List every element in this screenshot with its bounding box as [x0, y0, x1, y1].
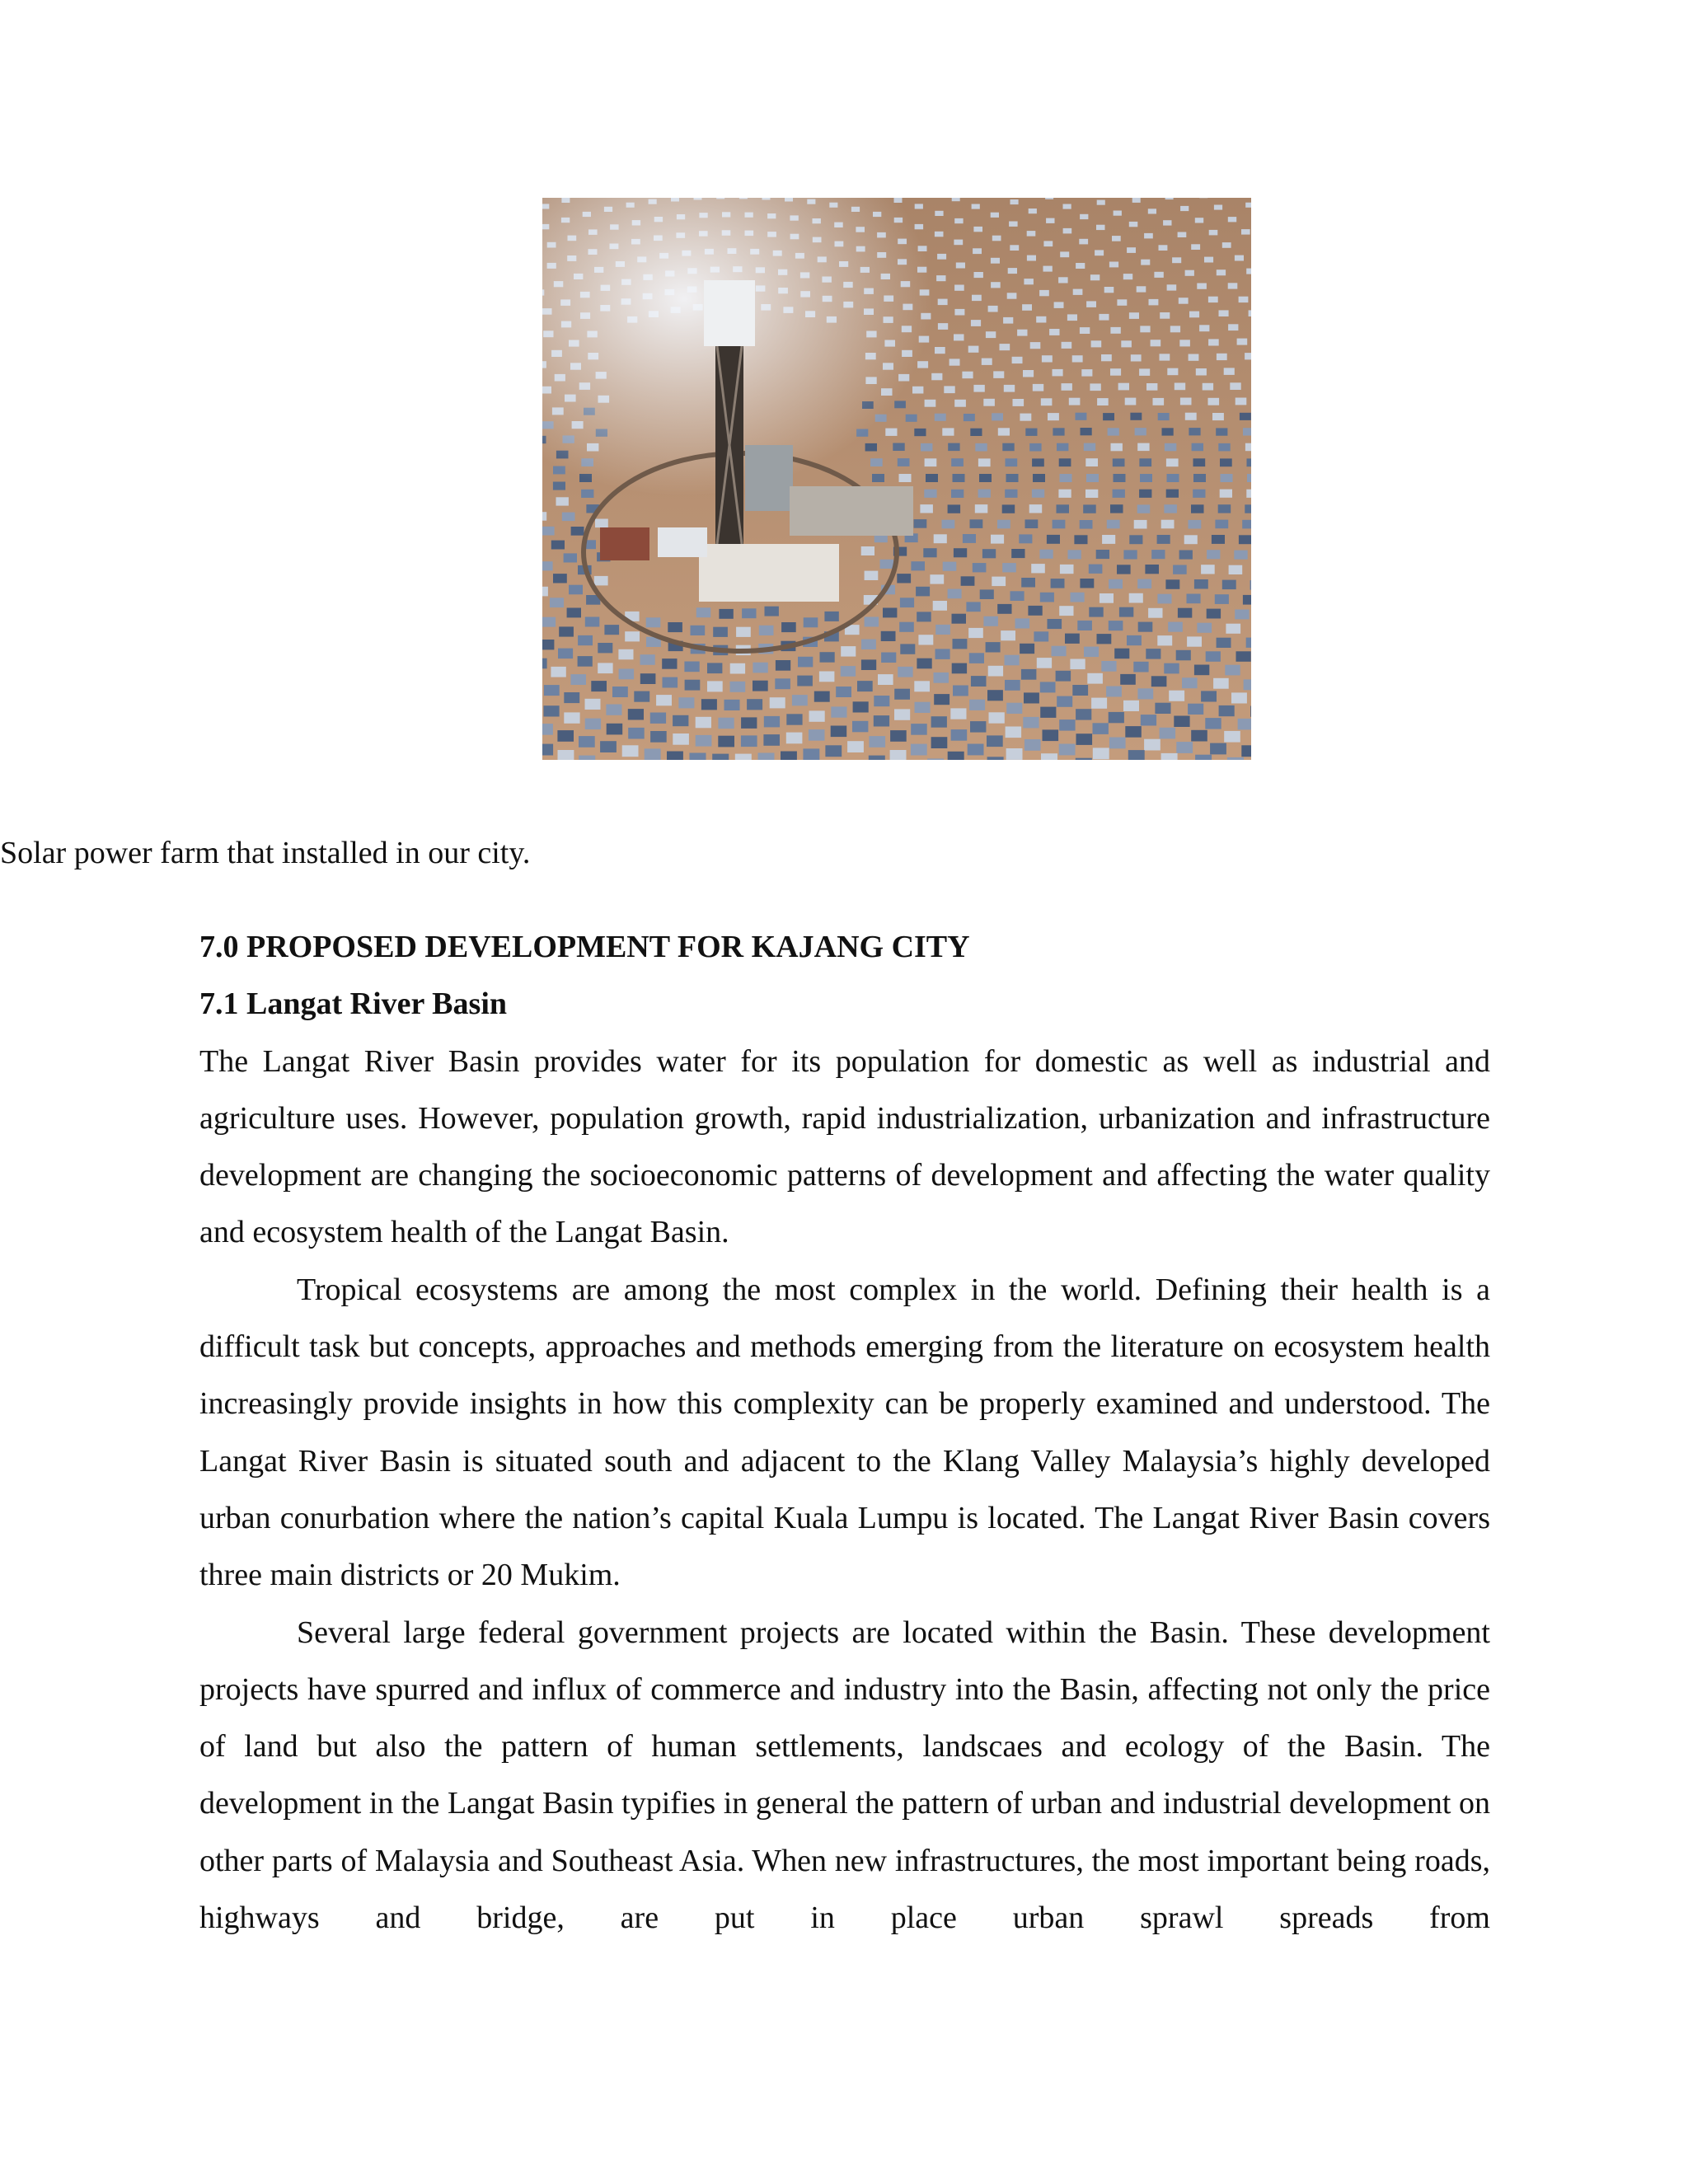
tower-receiver: [704, 280, 755, 346]
white-building: [658, 527, 707, 557]
section-content: [199, 919, 1490, 1947]
paragraph-2: Tropical ecosystems are among the most complex in the world. Defining their health is a difficult task but concepts, approaches and methods emerging from the literature on ecosystem health increasingly provide insights in how this complexity can be properly examined and understood. The Langat River Basin is situated south and adjacent to the Klang Valley Malaysia’s highly developed urban conurbation where the nation’s capital Kuala Lumpu is located. The Langat River Basin covers three main districts or 20 Mukim.: [199, 1272, 1490, 1593]
subsection-heading: 7.1 Langat River Basin: [199, 987, 508, 1022]
storage-tank: [745, 445, 793, 511]
plant-equipment: [790, 486, 913, 536]
paragraph-1: The Langat River Basin provides water for its population for domestic as well as industrial and agriculture uses. However, population growth, rapid industrialization, urbanization and infrastructure development are changing the socioeconomic patterns of development and affecting the water quality and ecosystem health of the Langat Basin.: [199, 1043, 1490, 1250]
paragraph-3: Several large federal government projects are located within the Basin. These development projects have spurred and influx of commerce and industry into the Basin, affecting not only the price of land but also the pattern of human settlements, landscaes and ecology of the Basin. The development in the Langat Basin typifies in general the pattern of urban and industrial development on other parts of Malaysia and Southeast Asia. When new infrastructures, the most important being roads, highways and bridge, are put in place urban sprawl spreads from: [199, 1615, 1490, 1936]
red-tanks: [600, 527, 649, 560]
section-heading: 7.0 PROPOSED DEVELOPMENT FOR KAJANG CITY: [199, 930, 970, 964]
solar-farm-photo: [542, 198, 1251, 760]
figure-caption: Solar power farm that installed in our city.: [0, 836, 531, 870]
power-block-building: [699, 544, 839, 602]
sun-glare: [542, 198, 1251, 760]
solar-farm-illustration: [542, 198, 1251, 760]
